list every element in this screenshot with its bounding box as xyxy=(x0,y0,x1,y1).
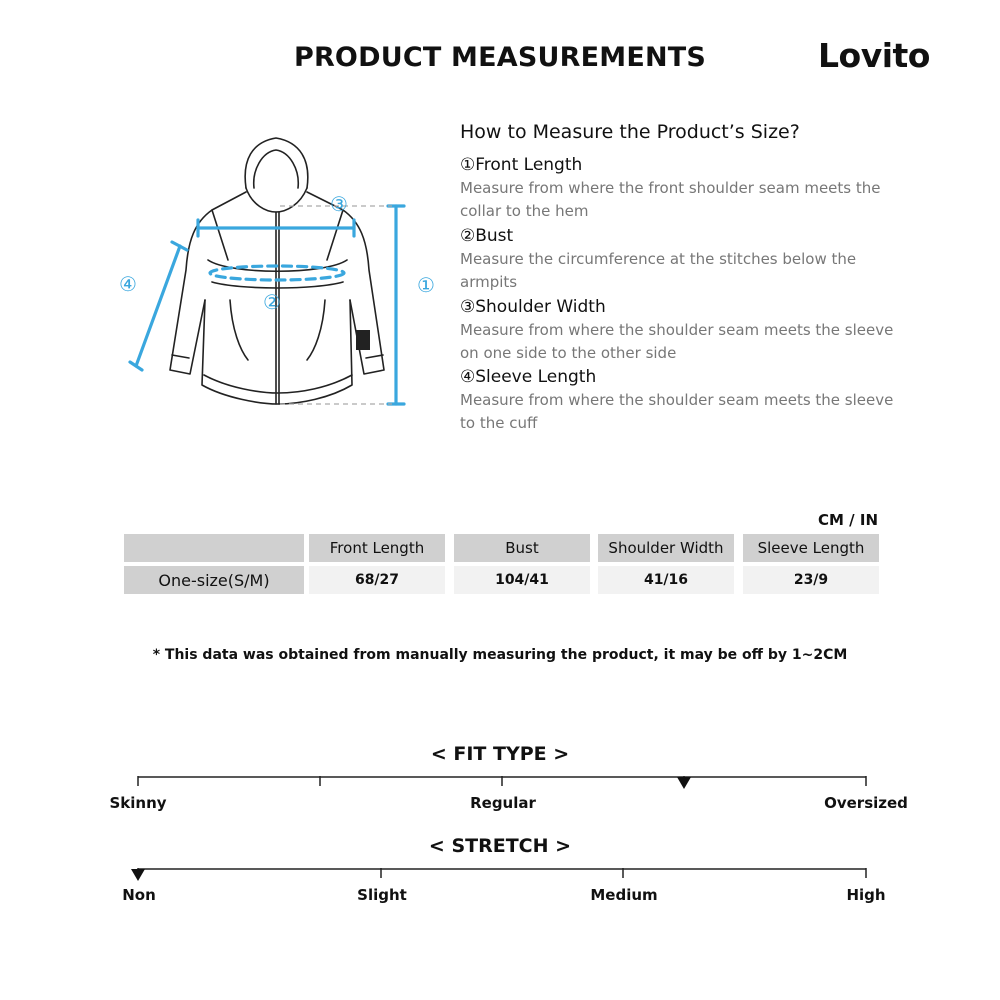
fit-label-regular: Regular xyxy=(470,794,536,812)
brand-logo: Lovito xyxy=(818,36,930,75)
stretch-label-medium: Medium xyxy=(590,886,658,904)
table-cell: 104/41 xyxy=(454,566,590,594)
column-header: Shoulder Width xyxy=(598,534,734,562)
marker-front-length: ① xyxy=(417,273,435,297)
column-header: Bust xyxy=(454,534,590,562)
stretch-title: < STRETCH > xyxy=(428,835,572,857)
garment-tag xyxy=(356,330,370,350)
table-cell: 23/9 xyxy=(743,566,879,594)
column-header: Sleeve Length xyxy=(743,534,879,562)
marker-shoulder: ③ xyxy=(330,192,348,216)
measure-front-length-desc: Measure from where the front shoulder seam meets the collar to the hem xyxy=(460,179,881,220)
column-header: Front Length xyxy=(309,534,445,562)
garment-diagram xyxy=(110,130,450,430)
measure-front-length-title: ①Front Length xyxy=(460,155,583,175)
measurement-note: * This data was obtained from manually measuring the product, it may be off by 1~2CM xyxy=(152,647,848,663)
fit-type-marker xyxy=(677,777,691,789)
fit-label-skinny: Skinny xyxy=(109,794,167,812)
fit-type-title: < FIT TYPE > xyxy=(430,743,570,765)
table-cell: 41/16 xyxy=(598,566,734,594)
measure-sleeve-title: ④Sleeve Length xyxy=(460,367,597,387)
page-title: PRODUCT MEASUREMENTS xyxy=(293,42,707,73)
unit-label: CM / IN xyxy=(818,511,878,529)
stretch-label-non: Non xyxy=(122,886,156,904)
measure-bust-desc: Measure the circumference at the stitches below the armpits xyxy=(460,250,857,291)
measure-sleeve-desc: Measure from where the shoulder seam meets the sleeve to the cuff xyxy=(460,391,894,432)
stretch-marker xyxy=(131,869,145,881)
marker-sleeve: ④ xyxy=(119,272,137,296)
measure-bust-title: ②Bust xyxy=(460,226,514,246)
stretch-label-slight: Slight xyxy=(357,886,407,904)
measure-shoulder-desc: Measure from where the shoulder seam meets the sleeve on one side to the other side xyxy=(460,321,894,362)
table-corner-cell xyxy=(124,534,304,562)
table-cell: 68/27 xyxy=(309,566,445,594)
fit-label-oversized: Oversized xyxy=(824,794,908,812)
marker-bust: ② xyxy=(263,290,281,314)
size-row-label: One-size(S/M) xyxy=(124,566,304,594)
measure-shoulder-title: ③Shoulder Width xyxy=(460,297,606,317)
stretch-label-high: High xyxy=(846,886,886,904)
howto-title: How to Measure the Product’s Size? xyxy=(460,121,800,143)
